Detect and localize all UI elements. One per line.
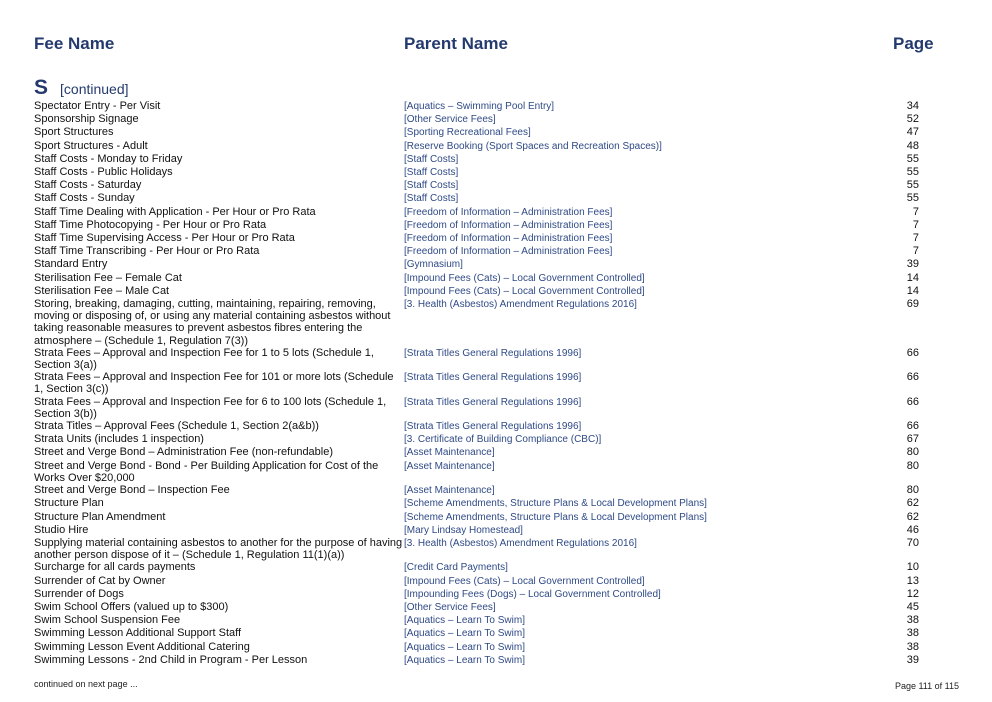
- table-row: [34, 192, 924, 205]
- table-row: [34, 245, 924, 258]
- page-ref: 80: [906, 446, 919, 459]
- column-header-parent-name: Parent Name: [404, 34, 508, 53]
- page-ref: 7: [912, 232, 919, 245]
- fee-name: Structure Plan Amendment: [34, 510, 166, 523]
- table-row: [34, 232, 924, 245]
- table-row: [34, 641, 924, 654]
- page-ref: 38: [906, 614, 919, 627]
- page-number: Page 111 of 115: [894, 681, 959, 691]
- page-ref: 66: [906, 420, 919, 433]
- fee-name: Staff Time Transcribing - Per Hour or Pro Rata: [34, 245, 260, 258]
- page-ref: 39: [906, 258, 919, 271]
- fee-name: Staff Time Photocopying - Per Hour or Pro Rata: [34, 218, 267, 231]
- table-row: [34, 601, 924, 614]
- page-ref: 10: [906, 561, 919, 574]
- parent-name-link[interactable]: [Aquatics – Learn To Swim]: [404, 628, 525, 640]
- table-row: [34, 140, 924, 153]
- parent-name-link[interactable]: [Strata Titles General Regulations 1996]: [404, 396, 582, 408]
- page-ref: 62: [906, 497, 919, 510]
- fee-name: Strata Units (includes 1 inspection): [34, 433, 204, 446]
- fee-name: Swimming Lessons - 2nd Child in Program - Per Lesson: [34, 653, 308, 666]
- parent-name-link[interactable]: [Other Service Fees]: [404, 601, 496, 613]
- fee-name: Strata Fees – Approval and Inspection Fee for 1 to 5 lots (Schedule 1, Section 3(a)): [34, 346, 374, 372]
- fee-name: Staff Costs - Monday to Friday: [34, 152, 183, 165]
- continued-note: continued on next page ...: [34, 679, 138, 689]
- fee-name: Swim School Offers (valued up to $300): [34, 600, 229, 613]
- table-row: [34, 524, 924, 537]
- page-ref: 38: [906, 627, 919, 640]
- parent-name-link[interactable]: [Sporting Recreational Fees]: [404, 127, 531, 139]
- table-row: [34, 460, 924, 484]
- fee-name: Sterilisation Fee – Female Cat: [34, 271, 182, 284]
- table-row: [34, 497, 924, 510]
- fee-name: Strata Fees – Approval and Inspection Fee for 6 to 100 lots (Schedule 1, Section 3(b)): [34, 395, 387, 420]
- parent-name-link[interactable]: [Strata Titles General Regulations 1996]: [404, 421, 582, 433]
- parent-name-link[interactable]: [Aquatics – Learn To Swim]: [404, 641, 525, 653]
- parent-name-link[interactable]: [Staff Costs]: [404, 153, 459, 165]
- page-ref: 62: [906, 510, 919, 523]
- parent-name-link[interactable]: [Impound Fees (Cats) – Local Government Controlled]: [404, 285, 645, 297]
- page-ref: 52: [906, 113, 919, 126]
- page-ref: 66: [906, 395, 919, 408]
- column-header-fee-name: Fee Name: [34, 34, 115, 53]
- parent-name-link[interactable]: [Scheme Amendments, Structure Plans & Local Development Plans]: [404, 498, 707, 510]
- page-ref: 46: [906, 523, 919, 536]
- fee-name: Surrender of Cat by Owner: [34, 574, 166, 587]
- page-ref: 14: [906, 284, 919, 297]
- fee-name: Street and Verge Bond – Administration Fee (non-refundable): [34, 446, 334, 459]
- page-ref: 14: [906, 271, 919, 284]
- table-row: [34, 206, 924, 219]
- parent-name-link[interactable]: [Reserve Booking (Sport Spaces and Recreation Spaces)]: [404, 140, 662, 152]
- page-ref: 45: [906, 600, 919, 613]
- parent-name-link[interactable]: [Impound Fees (Cats) – Local Government Controlled]: [404, 272, 645, 284]
- page-ref: 7: [912, 205, 919, 218]
- parent-name-link[interactable]: [Freedom of Information – Administration Fees]: [404, 219, 613, 231]
- table-row: [34, 100, 924, 113]
- section-continued-label: [continued]: [60, 81, 129, 97]
- fee-name: Studio Hire: [34, 523, 89, 536]
- column-header-page: Page: [893, 34, 934, 53]
- table-row: [34, 153, 924, 166]
- table-row: [34, 614, 924, 627]
- table-row: [34, 219, 924, 232]
- fee-name: Swimming Lesson Additional Support Staff: [34, 627, 242, 640]
- parent-name-link[interactable]: [Staff Costs]: [404, 193, 459, 205]
- table-row: [34, 113, 924, 126]
- page-ref: 13: [906, 574, 919, 587]
- parent-name-link[interactable]: [Impounding Fees (Dogs) – Local Government Controlled]: [404, 588, 661, 600]
- section-heading: [34, 76, 129, 100]
- table-row: [34, 511, 924, 524]
- fee-name: Swim School Suspension Fee: [34, 614, 181, 627]
- parent-name-link[interactable]: [Freedom of Information – Administration Fees]: [404, 246, 613, 258]
- parent-name-link[interactable]: [3. Certificate of Building Compliance (CBC)]: [404, 434, 602, 446]
- page-ref: 66: [906, 371, 919, 384]
- fee-name: Staff Costs - Saturday: [34, 179, 142, 192]
- fee-name: Supplying material containing asbestos to another for the purpose of having another person dispose of it – (Schedule 1, Regulation 11(1)(a)): [34, 536, 403, 562]
- fee-name: Sport Structures - Adult: [34, 139, 148, 152]
- parent-name-link[interactable]: [Strata Titles General Regulations 1996]: [404, 372, 582, 384]
- table-row: [34, 396, 924, 420]
- fee-name: Structure Plan: [34, 497, 104, 510]
- parent-name-link[interactable]: [Freedom of Information – Administration Fees]: [404, 233, 613, 245]
- table-row: [34, 371, 924, 395]
- fee-name: Spectator Entry - Per Visit: [34, 100, 161, 112]
- fee-name: Surrender of Dogs: [34, 587, 124, 600]
- parent-name-link[interactable]: [Asset Maintenance]: [404, 460, 495, 472]
- fee-name: Staff Costs - Public Holidays: [34, 166, 173, 179]
- parent-name-link[interactable]: [Aquatics – Swimming Pool Entry]: [404, 101, 555, 112]
- table-row: [34, 258, 924, 271]
- parent-name-link[interactable]: [Aquatics – Learn To Swim]: [404, 654, 525, 666]
- page-ref: 55: [906, 192, 919, 205]
- page-ref: 69: [906, 298, 919, 311]
- fee-name: Staff Time Dealing with Application - Per Hour or Pro Rata: [34, 205, 316, 218]
- table-row: [34, 588, 924, 601]
- table-row: [34, 537, 924, 561]
- fee-name: Surcharge for all cards payments: [34, 561, 196, 574]
- page-ref: 12: [906, 587, 919, 600]
- page-ref: 7: [912, 245, 919, 258]
- parent-name-link[interactable]: [Freedom of Information – Administration Fees]: [404, 206, 613, 218]
- table-row: [34, 446, 924, 459]
- page-ref: 67: [906, 433, 919, 446]
- page-ref: 80: [906, 484, 919, 497]
- table-row: [34, 575, 924, 588]
- table-row: [34, 654, 924, 667]
- parent-name-link[interactable]: [Other Service Fees]: [404, 114, 496, 126]
- fee-name: Sponsorship Signage: [34, 113, 139, 126]
- table-row: [34, 285, 924, 298]
- fee-name: Sterilisation Fee – Male Cat: [34, 284, 170, 297]
- parent-name-link[interactable]: [Scheme Amendments, Structure Plans & Local Development Plans]: [404, 511, 707, 523]
- table-row: [34, 298, 924, 347]
- page-ref: 55: [906, 166, 919, 179]
- fee-name: Staff Costs - Sunday: [34, 192, 135, 205]
- parent-name-link[interactable]: [Asset Maintenance]: [404, 447, 495, 459]
- fee-name: Strata Titles – Approval Fees (Schedule 1, Section 2(a&b)): [34, 420, 319, 433]
- table-row: [34, 627, 924, 640]
- fee-name: Street and Verge Bond – Inspection Fee: [34, 484, 230, 497]
- page-ref: 39: [906, 653, 919, 666]
- page-ref: 38: [906, 640, 919, 653]
- section-letter: S: [34, 76, 49, 99]
- parent-name-link[interactable]: [Staff Costs]: [404, 180, 459, 192]
- parent-name-link[interactable]: [3. Health (Asbestos) Amendment Regulations 2016]: [404, 299, 637, 311]
- parent-name-link[interactable]: [Aquatics – Learn To Swim]: [404, 615, 525, 627]
- page-ref: 7: [912, 218, 919, 231]
- fee-name: Sport Structures: [34, 126, 114, 139]
- table-row: [34, 420, 924, 433]
- table-row: [34, 166, 924, 179]
- fee-name: Storing, breaking, damaging, cutting, maintaining, repairing, removing, moving or disposing of, or using any material containing asbestos without taking reasonable measures to prevent asbestos fibres entering the atmosphere – (Schedule 1, Regulation 7(3)): [34, 298, 391, 347]
- table-row: [34, 347, 924, 371]
- fee-name: Street and Verge Bond - Bond - Per Building Application for Cost of the Works Over $20,000: [34, 459, 379, 484]
- fee-name: Strata Fees – Approval and Inspection Fee for 101 or more lots (Schedule 1, Section 3(c)): [34, 371, 394, 396]
- page-ref: 70: [906, 536, 919, 549]
- table-row: [34, 272, 924, 285]
- page-ref: 66: [906, 346, 919, 359]
- parent-name-link[interactable]: [Gymnasium]: [404, 259, 463, 271]
- parent-name-link[interactable]: [Strata Titles General Regulations 1996]: [404, 347, 582, 359]
- table-row: [34, 433, 924, 446]
- table-row: [34, 179, 924, 192]
- page-ref: 55: [906, 179, 919, 192]
- parent-name-link[interactable]: [Mary Lindsay Homestead]: [404, 524, 523, 536]
- parent-name-link[interactable]: [Staff Costs]: [404, 167, 459, 179]
- page-ref: 47: [906, 126, 919, 139]
- table-row: [34, 561, 924, 574]
- parent-name-link[interactable]: [Asset Maintenance]: [404, 485, 495, 497]
- table-row: [34, 126, 924, 139]
- page-ref: 48: [906, 139, 919, 152]
- page-ref: 55: [906, 152, 919, 165]
- parent-name-link[interactable]: [Impound Fees (Cats) – Local Government Controlled]: [404, 575, 645, 587]
- fee-name: Staff Time Supervising Access - Per Hour or Pro Rata: [34, 232, 295, 245]
- parent-name-link[interactable]: [Credit Card Payments]: [404, 562, 508, 574]
- page-ref: 34: [906, 100, 919, 112]
- fee-name: Swimming Lesson Event Additional Catering: [34, 640, 250, 653]
- table-row: [34, 484, 924, 497]
- parent-name-link[interactable]: [3. Health (Asbestos) Amendment Regulations 2016]: [404, 537, 637, 549]
- page-ref: 80: [906, 459, 919, 472]
- fee-name: Standard Entry: [34, 258, 108, 271]
- fee-index-table: [34, 100, 924, 667]
